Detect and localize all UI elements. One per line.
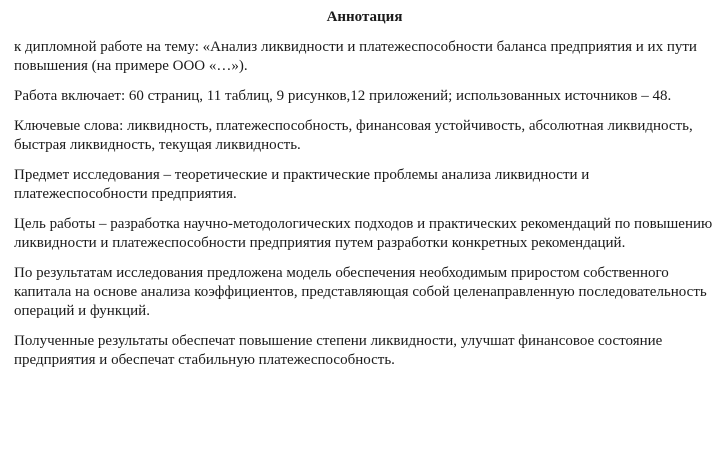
- paragraph-topic: к дипломной работе на тему: «Анализ ликвидности и платежеспособности баланса предприятия и их пути повышения (на примере ООО «…»).: [14, 39, 697, 74]
- document-title: Аннотация: [326, 9, 403, 25]
- paragraph-keywords: Ключевые слова: ликвидность, платежеспособность, финансовая устойчивость, абсолютная ликвидность, быстрая ликвидность, текущая ликвидность.: [14, 118, 693, 153]
- paragraph-results: По результатам исследования предложена модель обеспечения необходимым приростом собственного капитала на основе анализа коэффициентов, представляющая собой целенаправленную последовательность операций и функций.: [14, 265, 707, 319]
- paragraph-outcome: Полученные результаты обеспечат повышение степени ликвидности, улучшат финансовое состояние предприятия и обеспечат стабильную платежеспособность.: [14, 333, 663, 368]
- paragraph-subject: Предмет исследования – теоретические и практические проблемы анализа ликвидности и платежеспособности предприятия.: [14, 167, 590, 202]
- paragraph-goal: Цель работы – разработка научно-методологических подходов и практических рекомендаций по повышению ликвидности и платежеспособности предприятия путем разработки конкретных рекомендаций.: [14, 216, 713, 251]
- paragraph-work-contents: Работа включает: 60 страниц, 11 таблиц, 9 рисунков,12 приложений; использованных источников – 48.: [14, 88, 672, 104]
